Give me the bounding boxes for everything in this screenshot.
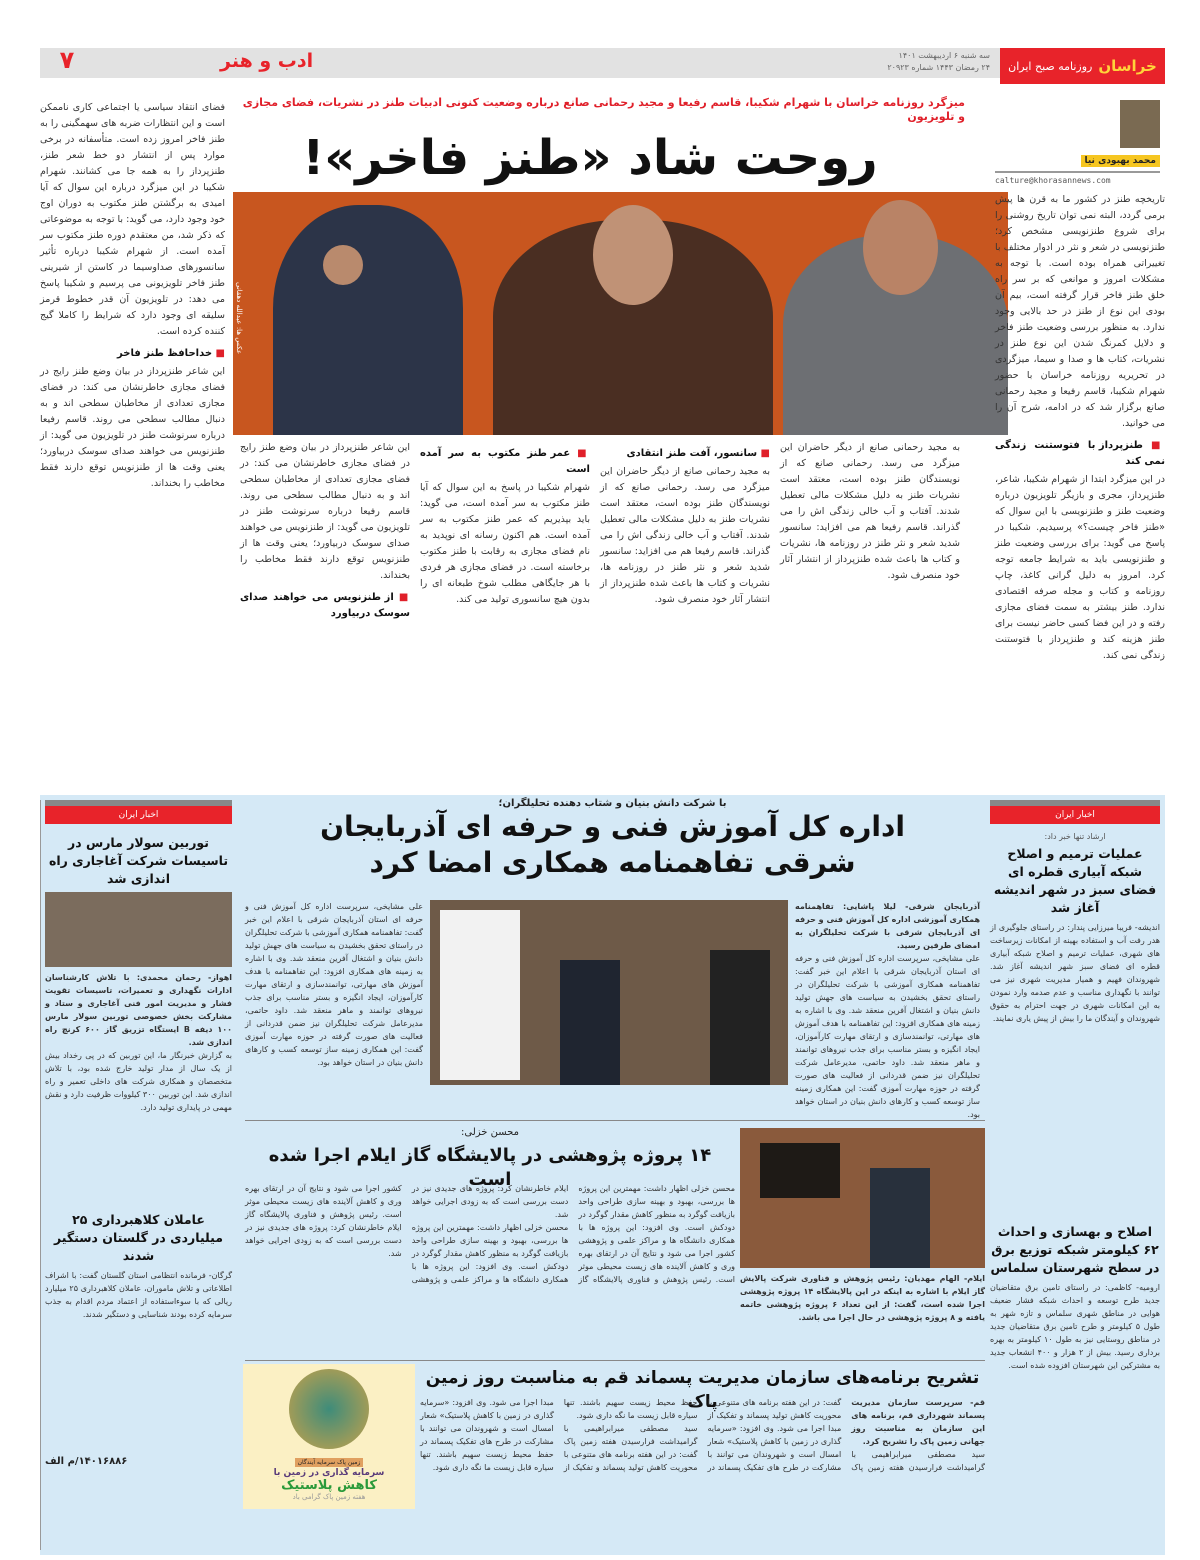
earth-day-poster: [243, 1364, 415, 1509]
author-byline: [995, 100, 1160, 185]
article-column: [420, 440, 590, 765]
page-header-bar: [40, 48, 1165, 78]
story-body: محسن خزلی اظهار داشت: مهمترین این پروژه ها بررسی، بهبود و بهینه سازی طراحی واحد بازیافت گوگرد به منظور کاهش مقدار گوگرد در دودکش است. وی افزود: این پروژه ها با همکاری دانشگاه ها و مراکز علمی و پژوهشی کشور اجرا می شود و نتایج آن در ارتقای بهره وری و کاهش آلاینده های زیست محیطی موثر است. رئیس پژوهش و فناوری پالایشگاه گاز ایلام خاطرنشان کرد: پروژه های جدیدی نیز در دست بررسی است که به زودی اجرایی خواهد شد.: [411, 1184, 735, 1284]
article-text: این شاعر طنزپرداز در بیان وضع طنز رایج در فضای مجازی خاطرنشان می کند: در فضای مجازی تعدادی از مخاطبان سطحی اند و به دنبال مطالب سطحی می روند. قاسم رفیعا درباره سرنوشت طنز در تلویزیون می گوید: از طنزنویس می خواهند صدای سوسک دربیاورد؛ یعنی وقت ها از طنزنویس توقع دارند فقط مخاطب را بخنداند.: [40, 366, 225, 489]
story-headline: اصلاح و بهسازی و احداث ۶۲ کیلومتر شبکه توزیع برق در سطح شهرستان سلماس: [990, 1224, 1160, 1275]
person-figure: [273, 205, 463, 435]
divider: [245, 1360, 985, 1361]
feature-photo: [233, 192, 1008, 435]
signing-photo: [430, 900, 788, 1085]
logo-text: خراسان: [1098, 57, 1157, 75]
person-face: [863, 200, 938, 295]
page-number: ۷: [59, 46, 75, 74]
researcher-photo: [740, 1128, 985, 1268]
author-name: محمد بهبودی نیا: [1081, 155, 1161, 167]
article-subhead: ■ سانسور، آفت طنز انتقادی: [600, 446, 770, 462]
article-subhead: ■ عمر طنز مکتوب به سر آمده است: [420, 446, 590, 478]
poster-text: کاهش پلاستیک: [281, 1478, 377, 1493]
story-body: گرگان- فرمانده انتظامی استان گلستان گفت: با اشراف اطلاعاتی و تلاش ماموران، عاملان کلاهبرداری ۲۵ میلیارد ریالی که با سوءاستفاده از اعتماد مردم اقدام به جذب سرمایه کرده بودند شناسایی و دستگیر شدند.: [45, 1271, 232, 1319]
article-text: فضای انتقاد سیاسی یا اجتماعی کاری ناممکن است و این انتظارات ضربه های سهمگینی را به طنز فاخر امروز زده است. متأسفانه در برخی موارد پس از انتشار دو خط شعر طنز، طنزپرداز را به همه جا می کشانند. شهرام شکیبا در این میزگرد درباره این سوال که آیا امیدی به برگشتن طنز مکتوب به دوران اوج خود وجود دارد، می گوید: با توجه به موضوعاتی که ذکر شد، من معتقدم دوره طنز مکتوب سر آمده است. از شهرام شکیبا درباره تأثیر سانسورهای صداوسیما در کاستن از شیرینی طنز فاخر تلویزیونی می پرسیم و شکیبا پاسخ می دهد: در تلویزیون آن قدر خطوط قرمز سلیقه ای وجود دارد که شرایط را کاملا گیج کننده کرده است.: [40, 102, 225, 337]
story-kicker: با شرکت دانش بنیان و شتاب دهنده تحلیلگران؛: [498, 798, 727, 809]
issue-date: [887, 50, 990, 74]
story-text: [740, 1272, 985, 1357]
poster-text: سرمایه گذاری در زمین با: [273, 1468, 385, 1478]
story-headline: اداره کل آموزش فنی و حرفه ای آذربایجان شرقی تفاهمنامه همکاری امضا کرد: [320, 810, 905, 879]
story-body: ارومیه- کاظمی: در راستای تامین برق متقاضیان جدید طرح توسعه و احداث شبکه فشار ضعیف هوایی در مناطق شهری سلماس و تازه شهر به طول ۵ کیلومتر و طرح تامین برق متقاضیان جدید در مناطق روستایی نیز به طول ۱۰ کیلومتر به بهره برداری رسید. بیش از ۲ هزار و ۴۰۰ انشعاب جدید به مشترکین این شهرستان افزوده شده است.: [990, 1283, 1161, 1370]
story-body: محسن خزلی اظهار داشت: مهمترین این پروژه ها بررسی، بهبود و بهینه سازی طراحی واحد بازیافت گوگرد به منظور کاهش مقدار گوگرد در دودکش است. وی افزود: این پروژه ها با همکاری دانشگاه ها و مراکز علمی و پژوهشی کشور اجرا می شود و نتایج آن در ارتقای بهره وری و کاهش آلاینده های زیست محیطی موثر است. رئیس پژوهش و فناوری پالایشگاه گاز ایلام خاطرنشان کرد: پروژه های جدیدی نیز در دست بررسی است که به زودی اجرایی خواهد شد.: [245, 1184, 569, 1284]
section-title: ادب و هنر: [220, 50, 314, 72]
story-kicker: ارشاد تنها خبر داد:: [1044, 832, 1106, 841]
turbine-photo: [45, 892, 232, 967]
article-subhead: ■ طنزپرداز با فتوستنت زندگی نمی کند: [995, 438, 1165, 470]
article-text: این شاعر طنزپرداز در بیان وضع طنز رایج در فضای مجازی خاطرنشان می کند: در فضای مجازی تعدادی از مخاطبان سطحی اند و به دنبال مطالب سطحی می روند. قاسم رفیعا درباره سرنوشت طنز در تلویزیون می گوید: از طنزنویس می خواهند صدای سوسک دربیاورد؛ یعنی وقت ها از طنزنویس توقع دارند فقط مخاطب را بخنداند.: [240, 442, 410, 581]
story-text: [795, 900, 980, 1119]
article-text: شهرام شکیبا در پاسخ به این سوال که آیا طنز مکتوب به سر آمده است، می گوید: باید بپذیریم که عمر طنز مکتوب به سر آمده است. هم اکنون رسانه ای نوپدید به نام فضای مجازی به رقابت با طنز مکتوب برخاسته است. در فضای مجازی هر فردی با هر جایگاهی مطلب شوخ طبعانه ای را بدون هیچ سانسوری تولید می کند.: [420, 482, 590, 605]
divider: [245, 1120, 985, 1121]
story-lead: اهواز- رحمان محمدی: با تلاش کارشناسان ادارات نگهداری و تعمیرات، تاسیسات تقویت فشار و مدیریت امور فنی آغاجاری و ستاد و مشارکت بخش خصوصی توربین سولار مارس ۱۰۰ دیفه B ایستگاه تزریق گاز ۶۰۰ کرنچ راه اندازی شد.: [45, 973, 232, 1047]
article-intro: تاریخچه طنز در کشور ما به قرن ها پیش برمی گردد، البته نمی توان تاریخ روشنی را برای شروع طنزنویسی مشخص کرد؛ طنزنویسی در شعر و نثر در ادوار مختلف با تغییراتی همراه بوده است. با توجه به مشکلات امروز و موانعی که بر سر راه خلق طنز فاخر قرار گرفته است، بیم آن بودی این نوع از طنز در حد بالایی وجود ندارد. به منظور بررسی وضعیت طنز فاخر و دلایل کمرنگ شدن این نوع طنز در نشریات، کتاب ها و صدا و سیما، میزگردی در تحریریه روزنامه خراسان با حضور شهرام شکیبا، قاسم رفیعا و مجید رحمانی صانع برگزار شد که در ادامه، شرح آن را می خوانید.: [995, 194, 1165, 429]
person-figure: [560, 960, 620, 1085]
globe-icon: [289, 1369, 369, 1449]
story-text: [245, 1182, 735, 1355]
story-kicker: محسن خزلی:: [461, 1127, 519, 1138]
story-body: سید مصطفی میرابراهیمی با گرامیداشت فرارسیدن هفته زمین پاک گفت: در این هفته برنامه های متنوعی با محوریت کاهش تولید پسماند و تفکیک از مبدا اجرا می شود. وی افزود: «سرمایه گذاری در زمین با کاهش پلاستیک» شعار امسال است و شهروندان می توانند با مشارکت در طرح های تفکیک پسماند در حفظ محیط زیست سهیم باشند. تنها سیاره قابل زیست ما نگه داری شود.: [563, 1398, 985, 1472]
article-text: در این میزگرد ابتدا از شهرام شکیبا، شاعر، طنزپرداز، مجری و بازیگر تلویزیون درباره وضعیت طنز و طنزنویسی با این سوال که «طنز فاخر چیست؟» پرسیدیم. شکیبا در پاسخ می گوید: برای بررسی وضعیت طنز و طنزنویسی باید به شرایط جامعه توجه کرد. امروز به دلیل گرانی کاغذ، چاپ روزنامه و کتاب و مجله صرفه اقتصادی ندارد. طنز بیشتر به سمت فضای مجازی رفته و در این فضا کسی حاضر نیست برای طنز هزینه کند و طنزپرداز با فتوستنت زندگی نمی کند.: [995, 474, 1165, 661]
article-column: [995, 192, 1165, 765]
story-headline: ۱۴ پروژه پژوهشی در پالایشگاه گاز ایلام اجرا شده است: [268, 1145, 712, 1190]
ad-code: ۱۴۰۱۶۸۸۶/م الف: [45, 1456, 128, 1467]
poster-text: هفته زمین پاک گرامی باد: [292, 1493, 366, 1501]
article-subhead: ■ از طنزنویس می خواهند صدای سوسک دربیاورد: [240, 590, 410, 622]
article-column: [600, 440, 770, 765]
story-headline: عملیات ترمیم و اصلاح شبکه آبیاری قطره ای فضای سبز در شهر اندیشه آغاز شد: [993, 846, 1157, 915]
story-body: سید مصطفی میرابراهیمی با گرامیداشت فرارسیدن هفته زمین پاک گفت: در این هفته برنامه های متنوعی با محوریت کاهش تولید پسماند و تفکیک از مبدا اجرا می شود. وی افزود: «سرمایه گذاری در زمین با کاهش پلاستیک» شعار امسال است و شهروندان می توانند با مشارکت در طرح های تفکیک پسماند در حفظ محیط زیست سهیم باشند. تنها سیاره قابل زیست ما نگه داری شود.: [420, 1398, 698, 1472]
feature-headline: روحت شاد «طنز فاخر»!: [302, 130, 878, 186]
story-lead: ایلام- الهام مهدیان: رئیس پژوهش و فناوری شرکت پالایش گاز ایلام با اشاره به اینکه در این پالایشگاه ۱۴ پروژه پژوهشی اجرا شده است، گفت: از این تعداد ۶ پروژه پژوهشی خاتمه یافته و ۸ پروژه پژوهشی در حال اجرا می باشد.: [740, 1274, 985, 1322]
poster-tag: زمین پاک سرمایه آیندگان: [295, 1458, 364, 1467]
story-body: به گزارش خبرنگار ما، این توربین که در پی رخداد بیش از یک سال از مدار تولید خارج شده بود، با تلاش متخصصان و همکاری شرکت های داخلی تعمیر و راه اندازی شد. این توربین ۳۰۰ کیلووات ظرفیت دارد و نقش مهمی در پایداری تولید دارد.: [45, 1051, 232, 1112]
story-text: [420, 1396, 985, 1551]
date-line: سه شنبه ۶ اردیبهشت ۱۴۰۱: [898, 51, 990, 60]
masthead-logo: [1000, 48, 1165, 84]
person-figure: [870, 1168, 930, 1268]
article-subhead: ■ خداحافظ طنز فاخر: [40, 346, 225, 362]
article-column: [240, 440, 410, 765]
right-news-box: [990, 800, 1160, 1550]
tagline: روزنامه صبح ایران: [1008, 59, 1093, 73]
author-email[interactable]: calture@khorasannews.com: [995, 171, 1160, 185]
wall-poster: [760, 1143, 840, 1198]
story-headline: عاملان کلاهبرداری ۲۵ میلیاردی در گلستان دستگیر شدند: [54, 1212, 223, 1263]
left-news-box: [40, 800, 232, 1550]
story-headline: تشریح برنامه‌های سازمان مدیریت پسماند قم به مناسبت روز زمین پاک: [425, 1368, 980, 1412]
story-body: علی مشایخی، سرپرست اداره کل آموزش فنی و حرفه ای استان آذربایجان شرقی با اعلام این خبر گفت: تفاهمنامه همکاری آموزشی با شرکت تحلیلگران در راستای تحقق بخشیدن به سیاست های جهش تولید دانش بنیان و اشتغال آفرین منعقد شد. وی با اشاره به زمینه های همکاری افزود: این تفاهمنامه با هدف آموزش های مهارتی، توانمندسازی و ارتقای مهارت کارآموزان، ایجاد انگیزه و بستر مناسب برای جذب نیروهای توانمند و ماهر منعقد شد. داود حاتمی، مدیرعامل شرکت تحلیلگران نیز ضمن قدردانی از فعالیت های صورت گرفته در حوزه مهارت آموزی گفت: این همکاری زمینه ساز توسعه کسب و کارهای دانش بنیان در استان خواهد بود.: [245, 902, 423, 1067]
article-column: [40, 100, 225, 765]
issue-number: ۲۴ رمضان ۱۴۴۳ شماره ۲۰۹۲۳: [887, 63, 990, 72]
story-body: علی مشایخی، سرپرست اداره کل آموزش فنی و حرفه ای استان آذربایجان شرقی با اعلام این خبر گفت: تفاهمنامه همکاری آموزشی با شرکت تحلیلگران در راستای تحقق بخشیدن به سیاست های جهش تولید دانش بنیان و اشتغال آفرین منعقد شد. وی با اشاره به زمینه های همکاری افزود: این تفاهمنامه با هدف آموزش های مهارتی، توانمندسازی و ارتقای مهارت کارآموزان، ایجاد انگیزه و بستر مناسب برای جذب نیروهای توانمند و ماهر منعقد شد. داود حاتمی، مدیرعامل شرکت تحلیلگران نیز ضمن قدردانی از فعالیت های صورت گرفته در حوزه مهارت آموزی گفت: این همکاری زمینه ساز توسعه کسب و کارهای دانش بنیان در استان خواهد بود.: [795, 954, 980, 1119]
story-technical-education: [240, 798, 985, 881]
story-headline: توربین سولار مارس در تاسیسات شرکت آغاجاری راه اندازی شد: [48, 835, 229, 886]
story-lead: قم- سرپرست سازمان مدیریت پسماند شهرداری قم، برنامه های این سازمان به مناسبت روز جهانی زمین پاک را تشریح کرد.: [851, 1398, 985, 1446]
box-label: اخبار ایران: [990, 800, 1160, 824]
story-lead: آذربایجان شرقی- لیلا پاشایی: تفاهمنامه همکاری آموزشی اداره کل آموزش فنی و حرفه ای آذربایجان شرقی با شرکت تحلیلگران به امضای طرفین رسید.: [795, 902, 980, 950]
banner: [440, 910, 520, 1080]
box-label: اخبار ایران: [45, 800, 232, 824]
story-body: اندیشه- فریبا میرزایی پندار: در راستای جلوگیری از هدر رفت آب و استفاده بهینه از امکانات زیرساخت های شهری، عملیات ترمیم و اصلاح شبکه آبیاری قطره ای فضای سبز شهر اندیشه آغاز شد. شهروندان فهیم و همیار مدیریت شهری نیز می توانند با نگهداری مناسب و عدم صدمه وارد نمودن به این امکانات شهری در جهت احترام به حقوق شهروندان و آیندگان ما را بیش از پیش یاری نمایند.: [990, 923, 1160, 1023]
person-face: [323, 245, 363, 285]
article-text: به مجید رحمانی صانع از دیگر حاضران این میزگرد می رسد. رحمانی صانع که از نویسندگان طنز بوده است، معتقد است نشریات طنز به دلیل مشکلات مالی تعطیل شدند. آفتاب و آب خالی زندگی اش را می گذراند. قاسم رفیعا هم می افزاید: سانسور شدید شعر و نثر طنز در روزنامه ها، نشریات و کتاب ها باعث شده طنزپرداز از انتشار آثار خود منصرف شود.: [780, 442, 960, 581]
person-face: [593, 205, 673, 305]
photo-credit: عکس ها: عبدالله دهقانی: [235, 282, 243, 355]
feature-kicker: میزگرد روزنامه خراسان با شهرام شکیبا، قاسم رفیعا و مجید رحمانی صانع درباره وضعیت کنونی ادبیات طنز در نشریات، فضای مجازی و تلویزیون: [242, 96, 965, 123]
article-column: [780, 440, 960, 765]
article-text: به مجید رحمانی صانع از دیگر حاضران این میزگرد می رسد. رحمانی صانع که از نویسندگان طنز بوده است، معتقد است نشریات طنز به دلیل مشکلات مالی تعطیل شدند. آفتاب و آب خالی زندگی اش را می گذراند. قاسم رفیعا هم می افزاید: سانسور شدید شعر و نثر طنز در روزنامه ها، نشریات و کتاب ها باعث شده طنزپرداز از انتشار آثار خود منصرف شود.: [600, 466, 770, 605]
person-figure: [710, 950, 770, 1085]
author-photo: [1120, 100, 1160, 148]
